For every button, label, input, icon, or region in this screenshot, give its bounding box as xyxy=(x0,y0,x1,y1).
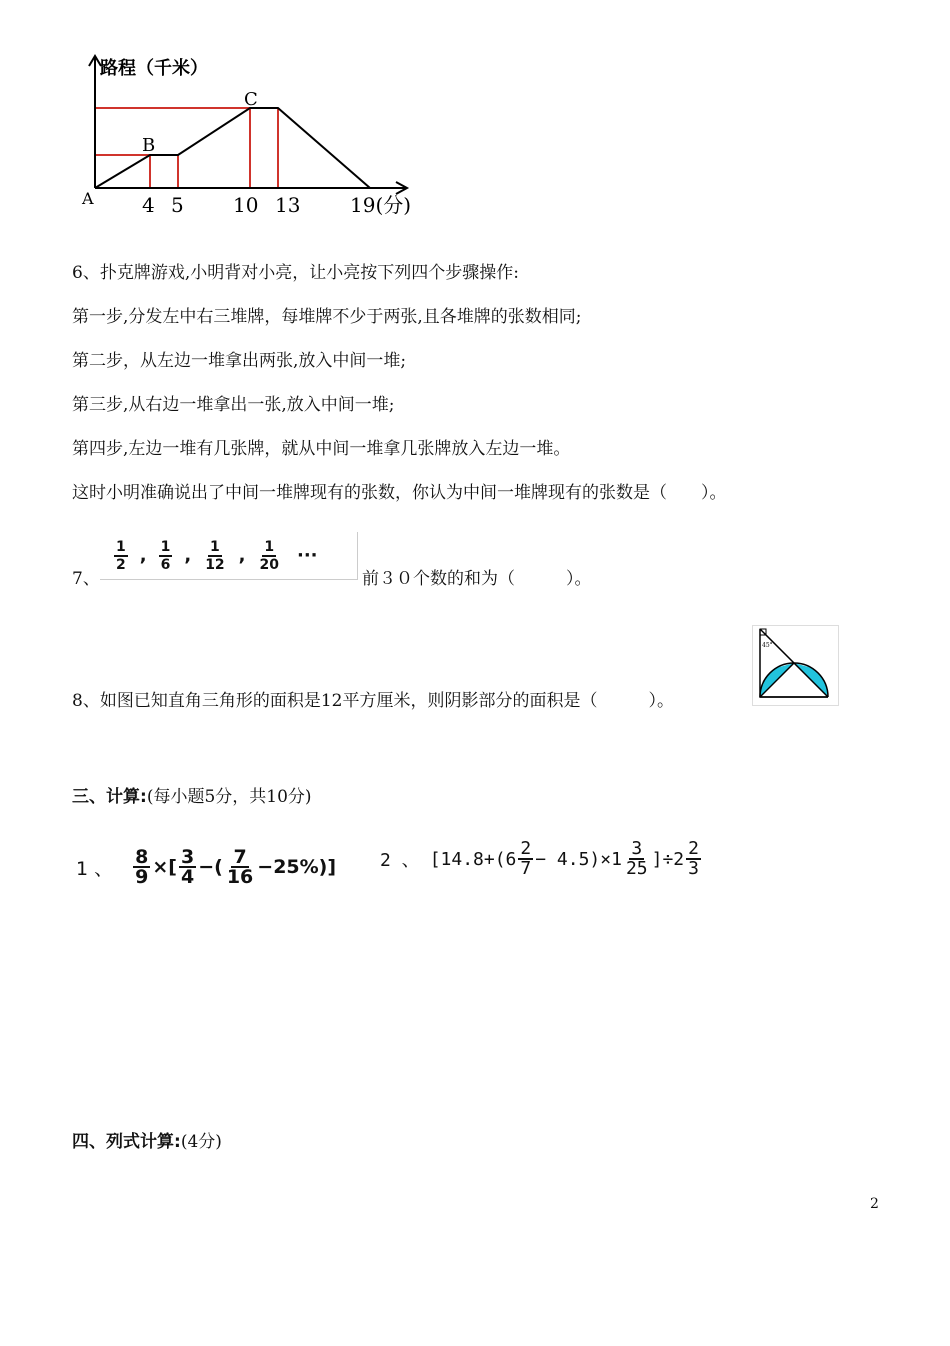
q6-line-1: 6、扑克牌游戏,小明背对小亮，让小亮按下列四个步骤操作: xyxy=(72,263,519,283)
calc-2-expression xyxy=(380,840,703,878)
seq-ellipsis: ··· xyxy=(297,545,318,566)
tick-label-10: 10 xyxy=(233,193,259,217)
calc-2-fraction-2-7: $\frac{2}{7}$ xyxy=(520,838,532,879)
page-number: 2 xyxy=(870,1196,879,1212)
graph-guides xyxy=(95,108,278,188)
calc-1-minus-paren: −( xyxy=(198,856,223,878)
graph-ylabel: 路程（千米） xyxy=(100,58,208,79)
calc-2-mid: − 4.5)×1 xyxy=(535,848,622,870)
calc-1-tail: −25%)] xyxy=(257,856,337,878)
seq-separator: , xyxy=(238,545,246,566)
q8-text: 8、如图已知直角三角形的面积是12平方厘米，则阴影部分的面积是（ ）。 xyxy=(72,691,674,711)
seq-separator: , xyxy=(184,545,192,566)
distance-path xyxy=(95,108,370,188)
calc-1-expression xyxy=(76,848,336,886)
x-axis-label: 19(分) xyxy=(350,193,412,217)
calc-1-fraction-8-9: $\frac{8}{9}$ xyxy=(135,846,149,888)
calc-1-fraction-7-16: $\frac{7}{16}$ xyxy=(226,846,254,888)
angle-label: 45° xyxy=(762,642,773,649)
seq-fraction-3: $\frac{1}{12}$ xyxy=(205,538,225,573)
seq-separator: , xyxy=(139,545,147,566)
q6-line-4: 第三步,从右边一堆拿出一张,放入中间一堆; xyxy=(72,395,395,415)
q6-line-3: 第二步，从左边一堆拿出两张,放入中间一堆; xyxy=(72,351,407,371)
calc-2-fraction-2-3: $\frac{2}{3}$ xyxy=(688,838,699,879)
seq-fraction-2: $\frac{1}{6}$ xyxy=(160,538,171,573)
section-3-note: (每小题5分，共10分) xyxy=(146,787,312,807)
tick-label-5: 5 xyxy=(171,193,184,217)
tick-label-13: 13 xyxy=(275,193,301,217)
q8-triangle-semicircle-figure xyxy=(752,625,840,707)
seq-fraction-1: $\frac{1}{2}$ xyxy=(116,538,126,573)
calc-1-label: 1 、 xyxy=(76,857,114,880)
q6-line-5: 第四步,左边一堆有几张牌，就从中间一堆拿几张牌放入左边一堆。 xyxy=(72,439,571,459)
point-b-label: B xyxy=(142,135,156,156)
calc-1-fraction-3-4: $\frac{3}{4}$ xyxy=(180,846,195,888)
section-4-note: (4分) xyxy=(180,1132,222,1152)
section-4-title: 四、列式计算: xyxy=(72,1132,181,1152)
q6-line-6: 这时小明准确说出了中间一堆牌现有的张数，你认为中间一堆牌现有的张数是（ ）。 xyxy=(72,483,727,503)
section-3-title: 三、计算: xyxy=(72,787,147,807)
point-a-label: A xyxy=(82,189,94,208)
section-3-heading xyxy=(72,786,312,808)
calc-2-tail: ]÷2 xyxy=(651,848,685,870)
calc-2-label: 2 、 xyxy=(380,850,420,871)
calc-1-times-bracket: ×[ xyxy=(152,856,177,878)
q6-line-2: 第一步,分发左中右三堆牌，每堆牌不少于两张,且各堆牌的张数相同; xyxy=(72,307,582,327)
tick-label-4: 4 xyxy=(142,193,155,217)
calc-2-fraction-3-25: $\frac{3}{25}$ xyxy=(625,838,648,879)
q7-sequence-image xyxy=(100,532,358,580)
distance-time-graph xyxy=(80,50,440,220)
q7-prefix: 7、 xyxy=(72,569,100,589)
q7-suffix: 前３０个数的和为（ ）。 xyxy=(362,569,592,589)
point-c-label: C xyxy=(244,89,258,110)
section-4-heading xyxy=(72,1131,222,1153)
seq-fraction-4: $\frac{1}{20}$ xyxy=(259,538,279,573)
calc-2-head: [14.8+(6 xyxy=(429,848,517,870)
